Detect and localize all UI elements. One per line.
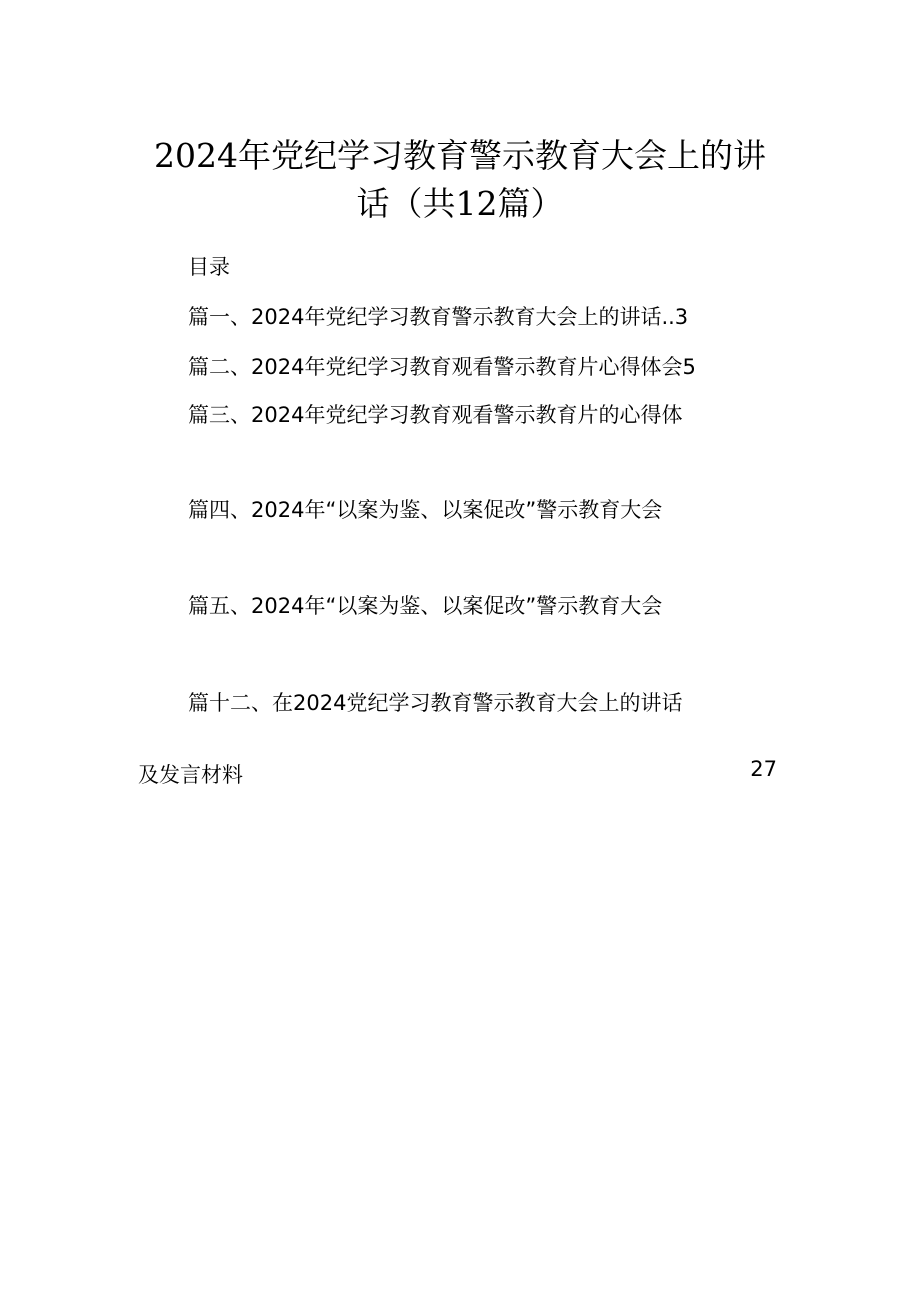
toc-item-12-continuation[interactable]: 及发言材料 [138, 763, 243, 787]
toc-item-3[interactable]: 篇三、2024年党纪学习教育观看警示教育片的心得体 [188, 403, 683, 427]
toc-item-12[interactable]: 篇十二、在2024党纪学习教育警示教育大会上的讲话 [188, 691, 683, 715]
document-title-line-1: 2024年党纪学习教育警示教育大会上的讲 [154, 136, 766, 175]
toc-item-4[interactable]: 篇四、2024年“以案为鉴、以案促改”警示教育大会 [188, 498, 663, 522]
toc-item-12-page-number: 27 [750, 757, 777, 781]
toc-item-5[interactable]: 篇五、2024年“以案为鉴、以案促改”警示教育大会 [188, 594, 663, 618]
toc-item-1[interactable]: 篇一、2024年党纪学习教育警示教育大会上的讲话..3 [188, 305, 689, 329]
toc-heading: 目录 [188, 255, 230, 279]
toc-item-2[interactable]: 篇二、2024年党纪学习教育观看警示教育片心得体会5 [188, 355, 696, 379]
document-title-line-2: 话（共12篇） [356, 184, 564, 223]
